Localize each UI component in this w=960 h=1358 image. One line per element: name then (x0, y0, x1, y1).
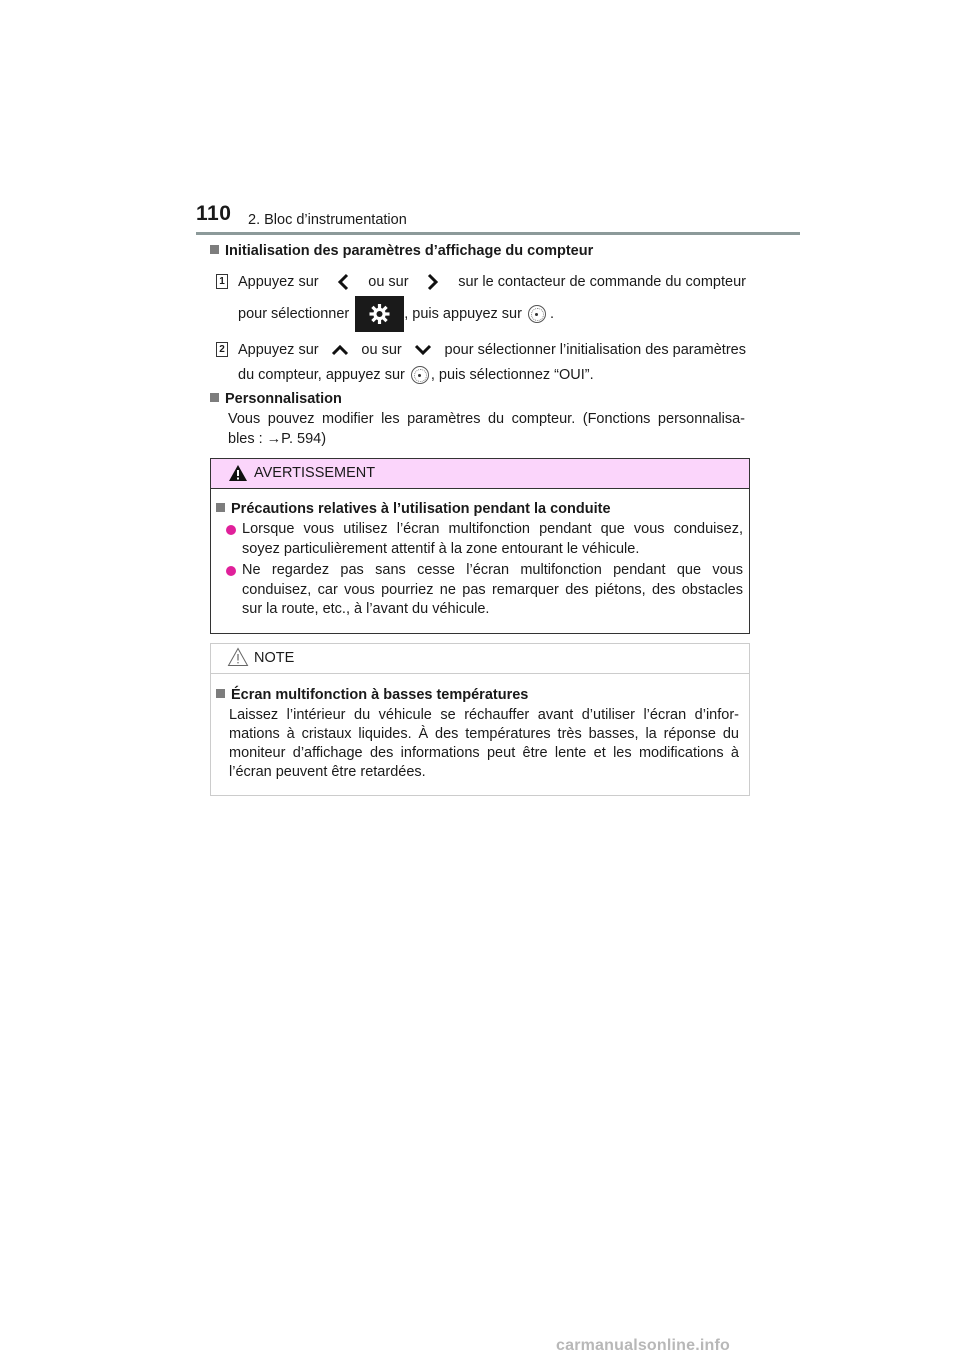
bullet-dot-icon (226, 566, 236, 576)
warning-b2-line3: sur la route, etc., à l’avant du véhicule. (242, 601, 490, 617)
step1-text-c: sur le contacteur de commande du compteur (458, 274, 746, 290)
note-line3: moniteur d’affichage des informations peut être lente et les modifications à (229, 745, 739, 761)
step2-text-a: Appuyez sur (238, 342, 319, 358)
header-divider (196, 232, 800, 235)
warning-triangle-icon (228, 464, 248, 482)
step2-text-e: , puis sélectionnez “OUI”. (430, 367, 594, 383)
warning-b1-line2: soyez particulièrement attentif à la zone entourant le véhicule. (242, 541, 640, 557)
note-topic (216, 685, 528, 705)
square-bullet-icon (216, 689, 225, 698)
note-line2: mations à cristaux liquides. À des températures très basses, la réponse du (229, 726, 739, 742)
custom-section-heading (210, 389, 342, 409)
watermark-link[interactable]: carmanualsonline.info (556, 1337, 731, 1354)
warning-box (210, 458, 750, 634)
dial-button-icon (528, 305, 546, 323)
note-line1: Laissez l’intérieur du véhicule se réchauffer avant d’utiliser l’écran d’infor- (229, 707, 739, 723)
step1-text-d: pour sélectionner (238, 306, 350, 322)
init-section-title: Initialisation des paramètres d’affichage du compteur (225, 243, 594, 259)
step2-text-d: du compteur, appuyez sur (238, 367, 405, 383)
step2-line2 (238, 364, 594, 386)
step1-text-f: . (549, 306, 554, 322)
note-box (210, 643, 750, 796)
step1-text-b: ou sur (368, 274, 409, 290)
step1-text-a: Appuyez sur (238, 274, 319, 290)
note-header (211, 644, 749, 674)
square-bullet-icon (216, 503, 225, 512)
warning-header (211, 459, 749, 489)
square-bullet-icon (210, 245, 219, 254)
dial-button-icon (411, 366, 429, 384)
custom-line1: Vous pouvez modifier les paramètres du compteur. (Fonctions personnalisa- (228, 411, 745, 427)
chevron-left-icon (337, 273, 349, 291)
page-number: 110 (196, 202, 232, 225)
warning-heading: AVERTISSEMENT (254, 465, 376, 481)
init-section-heading (210, 241, 593, 261)
step2-text-c: pour sélectionner l’initialisation des paramètres (444, 342, 746, 358)
step-badge-1: 1 (216, 274, 228, 289)
warning-b2-line1: Ne regardez pas sans cesse l’écran multifonction pendant que vous (242, 562, 743, 578)
note-title: Écran multifonction à basses températures (231, 687, 529, 703)
bullet-dot-icon (226, 525, 236, 535)
step1-text-e: , puis appuyez sur (404, 306, 522, 322)
caution-triangle-icon (227, 647, 249, 667)
gear-icon (355, 296, 404, 332)
note-line4: l’écran peuvent être retardées. (229, 764, 426, 780)
section-title: 2. Bloc d’instrumentation (248, 212, 407, 228)
custom-section-title: Personnalisation (225, 391, 342, 407)
step1-line2 (238, 296, 554, 332)
chevron-up-icon (331, 344, 349, 356)
step-badge-2: 2 (216, 342, 228, 357)
step1-line1 (238, 272, 746, 292)
warning-b1-line1: Lorsque vous utilisez l’écran multifonction pendant que vous conduisez, (242, 521, 743, 537)
note-heading: NOTE (254, 650, 295, 666)
warning-topic (216, 499, 611, 519)
warning-b2-line2: conduisez, car vous pourriez ne pas remarquer des piétons, des obstacles (242, 582, 743, 598)
square-bullet-icon (210, 393, 219, 402)
step2-line1 (238, 340, 746, 360)
chevron-right-icon (427, 273, 439, 291)
chevron-down-icon (414, 344, 432, 356)
custom-line2: bles : →P. 594) (228, 431, 327, 447)
warning-title: Précautions relatives à l’utilisation pendant la conduite (231, 501, 611, 517)
step2-text-b: ou sur (361, 342, 402, 358)
